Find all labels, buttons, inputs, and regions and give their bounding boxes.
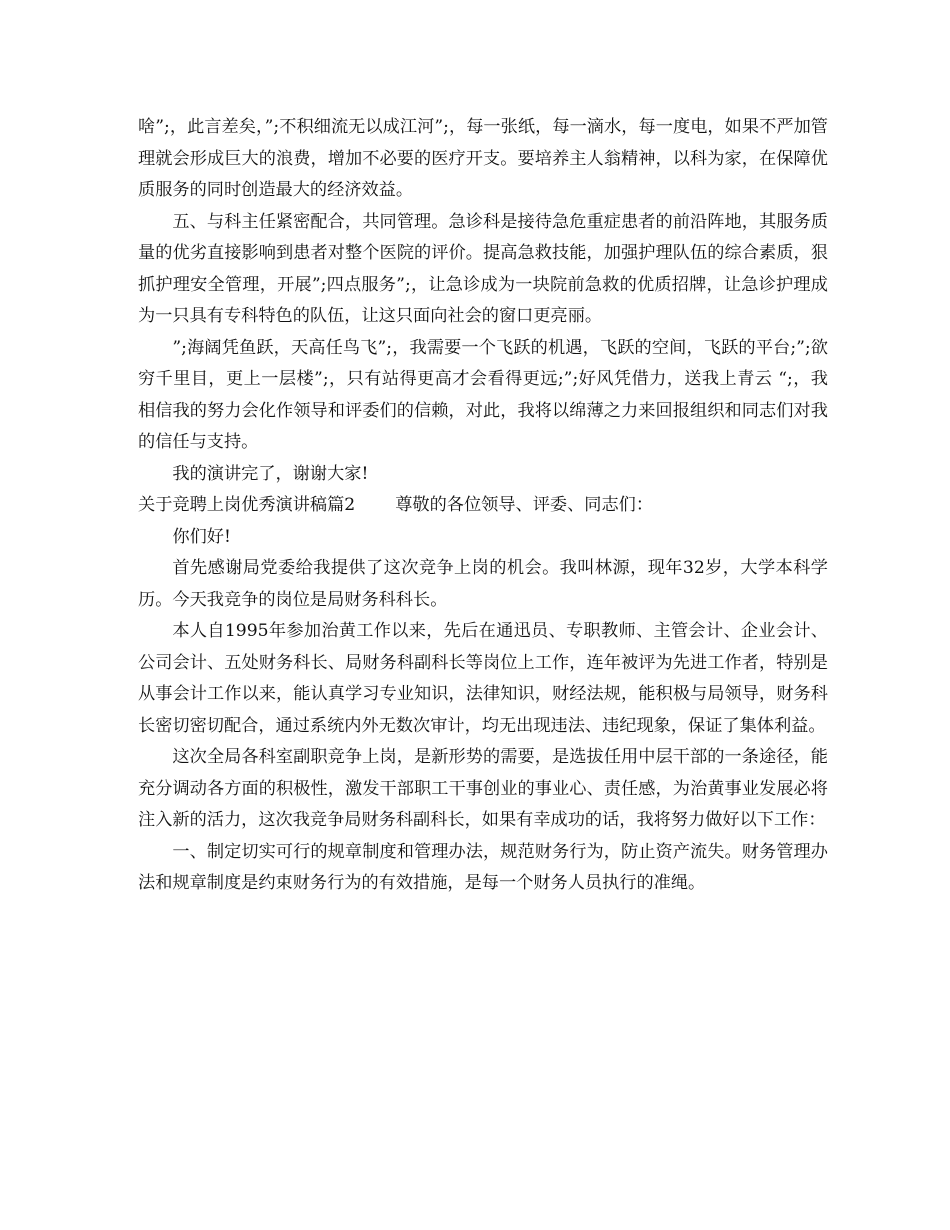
paragraph-8: 这次全局各科室副职竞争上岗，是新形势的需要，是选拔任用中层干部的一条途径，能充分调动各方面的积极性，激发干部职工干事创业的事业心、责任感，为治黄事业发展必将注入新的活力，这次我竞争局财务科副科长，如果有幸成功的话，我将努力做好以下工作： xyxy=(138,747,828,830)
paragraph-3: ”;海阔凭鱼跃，天高任鸟飞”;，我需要一个飞跃的机遇，飞跃的空间，飞跃的平台;”;欲穷千里目，更上一层楼”;，只有站得更高才会看得更远;”;好风凭借力，送我上青云 “;，我相信我的努力会化作领导和评委们的信赖，对此，我将以绵薄之力来回报组织和同志们对我的信任与支持。 xyxy=(138,337,828,452)
paragraph-1: 啥”;，此言差矣，”;不积细流无以成江河”;，每一张纸，每一滴水，每一度电，如果不严加管理就会形成巨大的浪费，增加不必要的医疗开支。要培养主人翁精神，以科为家，在保障优质服务的同时创造最大的经济效益。 xyxy=(138,117,828,200)
paragraph-5: 你们好! xyxy=(172,526,231,547)
section-title: 关于竞聘上岗优秀演讲稿篇2 xyxy=(138,495,356,515)
paragraph-2: 五、与科主任紧密配合，共同管理。急诊科是接待急危重症患者的前沿阵地，其服务质量的优劣直接影响到患者对整个医院的评价。提高急救技能，加强护理队伍的综合素质，狠抓护理安全管理，开展”;四点服务”;，让急诊成为一块院前急救的优质招牌，让急诊护理成为一只具有专科特色的队伍，让这只面向社会的窗口更亮丽。 xyxy=(138,211,828,326)
paragraph-9: 一、制定切实可行的规章制度和管理办法，规范财务行为，防止资产流失。财务管理办法和规章制度是约束财务行为的有效措施，是每一个财务人员执行的准绳。 xyxy=(138,841,828,893)
paragraph-4: 我的演讲完了，谢谢大家! xyxy=(172,463,369,484)
paragraph-6: 首先感谢局党委给我提供了这次竞争上岗的机会。我叫林源，现年32岁，大学本科学历。今天我竞争的岗位是局财务科科长。 xyxy=(138,558,828,610)
document-page xyxy=(138,112,828,900)
section-heading-line xyxy=(138,490,828,522)
salutation: 尊敬的各位领导、评委、同志们： xyxy=(395,495,654,515)
paragraph-7: 本人自1995年参加治黄工作以来，先后在通迅员、专职教师、主管会计、企业会计、公司会计、五处财务科长、局财务科副科长等岗位上工作，连年被评为先进工作者，特别是从事会计工作以来，能认真学习专业知识，法律知识，财经法规，能积极与局领导，财务科长密切密切配合，通过系统内外无数次审计，均无出现违法、违纪现象，保证了集体利益。 xyxy=(138,621,828,736)
